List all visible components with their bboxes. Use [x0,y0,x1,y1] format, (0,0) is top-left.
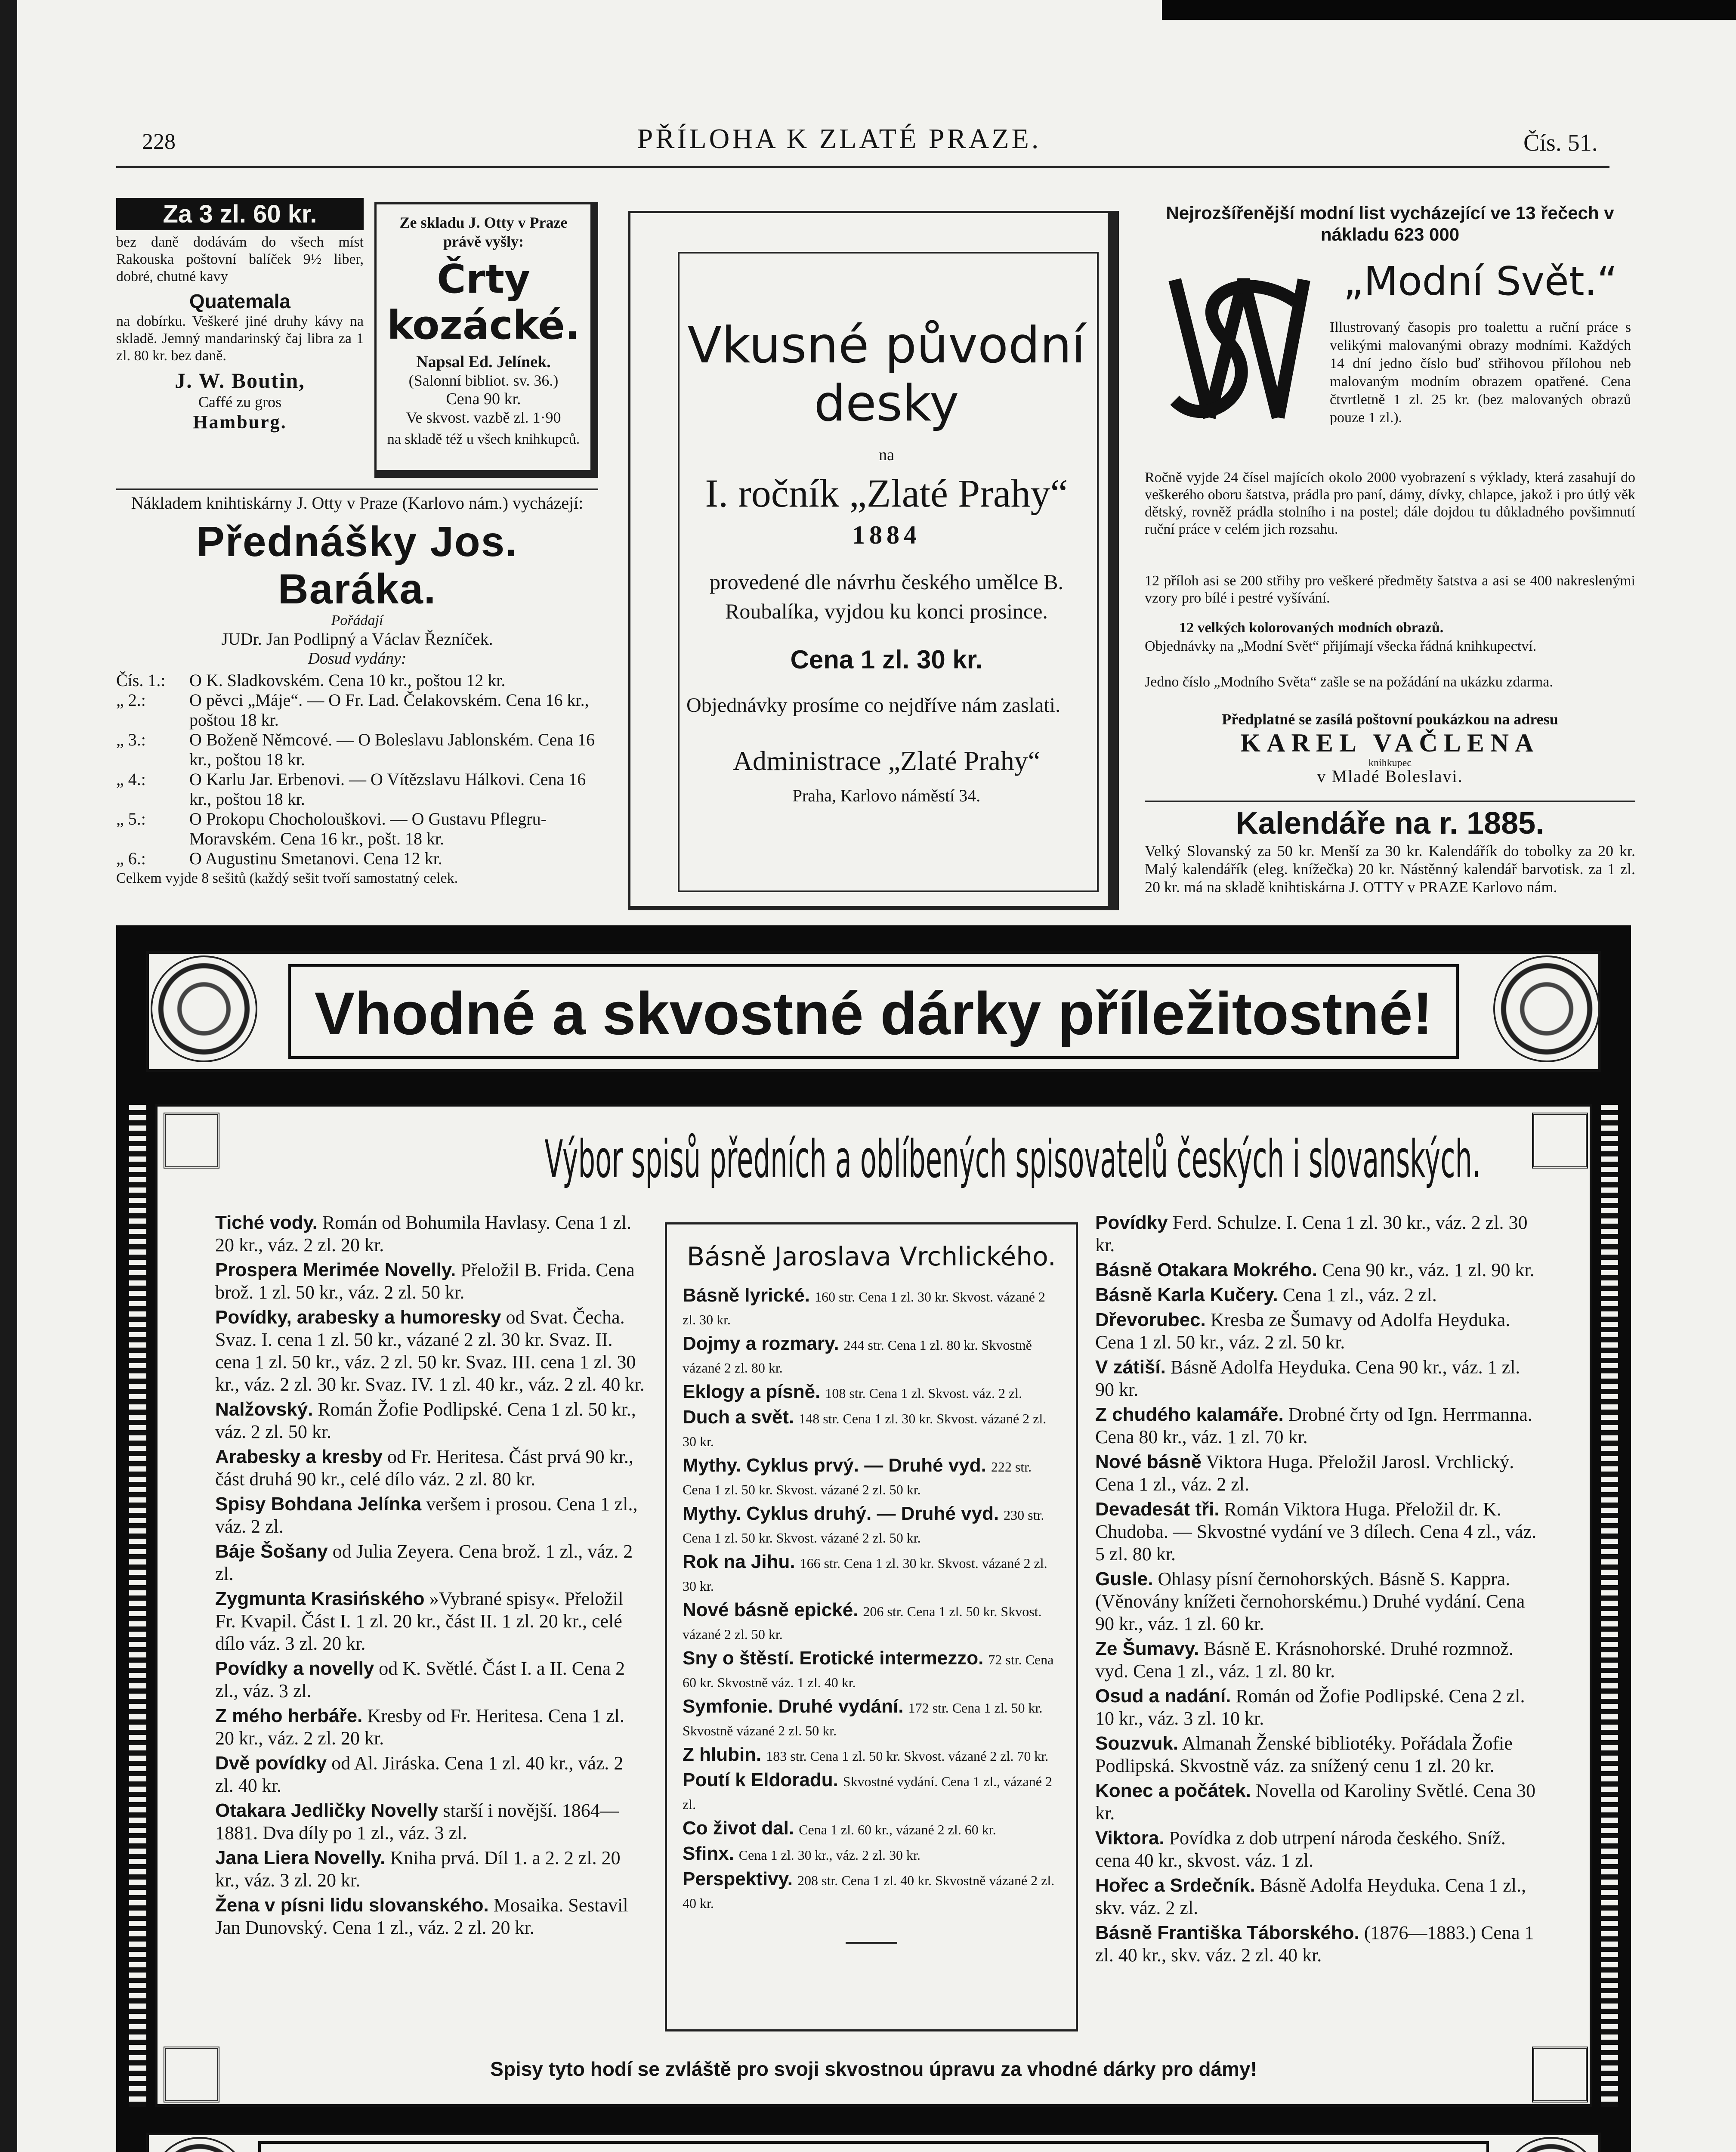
baraka-item-num: „ 3.: [116,730,146,749]
monogram-logo [1158,254,1321,443]
catalog-entry [215,1398,646,1443]
catalog-entry [215,1588,646,1655]
baraka-published-label: Dosud vydány: [308,649,407,668]
vrchlicky-entry [683,1503,1060,1549]
catalog-entry [215,1847,646,1892]
entry-title: Rok na Jihu. [683,1551,795,1572]
kalendare-title: Kalendáře na r. 1885. [1236,806,1544,841]
catalog-entry [1095,1284,1543,1306]
crty-stock: na skladě též u všech knihkupců. [387,431,580,447]
entry-title: Mythy. Cyklus prvý. — Druhé vyd. [683,1455,986,1476]
baraka-organizers: JUDr. Jan Podlipný a Václav Řezníček. [221,629,493,649]
desky-content [686,316,1087,806]
entry-details: Kresba ze Šumavy od Adolfa Heyduka. Cena 1 zl. 50 kr., váz. 2 zl. 50 kr. [1095,1309,1511,1353]
catalog-entry [1095,1638,1543,1682]
entry-details: Kniha prvá. Díl 1. a 2. 2 zl. 20 kr., váz. 3 zl. 20 kr. [215,1847,621,1891]
kalendare-text: Velký Slovanský za 50 kr. Menší za 30 kr. Kalendářík do tobolky za 20 kr. Malý kalendářík (eleg. knížečka) 20 kr. Nástěnný kalendář barvotisk. za 1 zl. 20 kr. má na skladě knihtiskárna J. OTTY v PRAZE Karlovo nám. [1145,842,1635,896]
modni-ad [1145,202,1635,796]
catalog-entry [1095,1922,1543,1966]
baraka-organizers-label: Pořádají [331,612,383,628]
baraka-item-text: O Karlu Jar. Erbenovi. — O Vítězslavu Hálkovi. Cena 16 kr., poštou 18 kr. [189,770,586,809]
baraka-rule-top [116,489,598,490]
baraka-list [116,671,598,869]
desky-year: 1884 [852,521,921,549]
entry-title: Co život dal. [683,1818,794,1839]
baraka-item [116,770,598,809]
entry-title: Eklogy a písně. [683,1381,821,1402]
entry-details: Viktora Huga. Přeložil Jarosl. Vrchlický. Cena 1 zl., váz. 2 zl. [1095,1451,1514,1495]
modni-intro: Nejrozšířenější modní list vycházející ve 13 řečech v nákladu 623 000 [1166,203,1614,244]
entry-details: 244 str. Cena 1 zl. 80 kr. Skvostně vázané 2 zl. 80 kr. [683,1337,1032,1376]
entry-title: Nalžovský. [215,1399,313,1420]
crty-price: Cena 90 kr. [446,390,521,408]
modni-text5: Objednávky na „Modní Svět“ přijímají všecka řádná knihkupectví. [1145,638,1537,654]
entry-details: Cena 1 zl. 30 kr., váz. 2 zl. 30 kr. [738,1847,921,1863]
entry-title: Gusle. [1095,1568,1153,1589]
entry-title: Dřevorubec. [1095,1309,1206,1330]
vrchlicky-entry [683,1407,1060,1452]
crty-title: Črty kozácké. [387,256,580,348]
baraka-item-text: O K. Sladkovském. Cena 10 kr., poštou 12 kr. [189,671,506,690]
coffee-ad [116,198,364,482]
coffee-quatemala: Quatemala [189,290,291,312]
page-title: PŘÍLOHA K ZLATÉ PRAZE. [637,123,1041,155]
modni-text4: 12 velkých kolorovaných modních obrazů. [1179,620,1444,636]
entry-details: 183 str. Cena 1 zl. 50 kr. Skvost. vázané 2 zl. 70 kr. [766,1748,1049,1764]
vrchlicky-entry [683,1868,1060,1914]
catalog-entry [215,1894,646,1939]
entry-details: Ohlasy písní černohorských. Básně S. Kappra. (Věnovány knížeti černohorskému.) Druhé vydání. Cena 90 kr., váz. 1 zl. 60 kr. [1095,1568,1525,1634]
entry-title: V zátiší. [1095,1357,1166,1378]
catalog-entry [1095,1451,1543,1496]
corner-ornament-tr [1532,1113,1588,1169]
baraka-item-num: „ 2.: [116,690,146,710]
baraka-item-text: O pěvci „Máje“. — O Fr. Lad. Čelakovském. Cena 16 kr., poštou 18 kr. [189,690,589,730]
baraka-footer: Celkem vyjde 8 sešitů (každý sešit tvoří samostatný celek. [116,870,458,886]
entry-details: 172 str. Cena 1 zl. 50 kr. Skvostně vázané 2 zl. 50 kr. [683,1700,1043,1738]
catalog-entry [1095,1568,1543,1635]
entry-details: Drobné črty od Ign. Herrmanna. Cena 80 kr., váz. 1 zl. 70 kr. [1095,1404,1532,1447]
entry-title: Souzvuk. [1095,1733,1179,1754]
catalog-footnote: Spisy tyto hodí se zvláště pro svoji skvostnou úpravu za vhodné dárky pro dámy! [490,2058,1257,2080]
entry-title: Duch a svět. [683,1407,794,1428]
header-rule [116,166,1609,168]
coffee-firm: J. W. Boutin, [175,368,305,393]
catalog-entry [1095,1404,1543,1448]
baraka-item [116,671,598,690]
baraka-item-num: „ 5.: [116,809,146,829]
vrchlicky-entry [683,1648,1060,1693]
desky-order: Objednávky prosíme co nejdříve nám zaslati. [686,694,1061,717]
coffee-text2: na dobírku. Veškeré jiné druhy kávy na skladě. Jemný mandarinský čaj libra za 1 zl. 80 kr. bez daně. [116,313,364,364]
desky-subtitle: I. ročník „Zlaté Prahy“ [705,471,1068,515]
corner-ornament-tl [164,1113,219,1169]
entry-title: Nové básně epické. [683,1599,859,1620]
catalog-entry [1095,1685,1543,1730]
catalog-entry [215,1705,646,1750]
desky-price: Cena 1 zl. 30 kr. [790,645,983,674]
crty-ad-box [374,202,598,478]
entry-title: Tiché vody. [215,1212,318,1233]
catalog-left-column [215,1212,646,1942]
modni-text3: 12 příloh asi se 200 střihy pro veškeré předměty šatstva a asi se 400 nakreslenými vzory pro bílé i pestré vyšívání. [1145,573,1635,606]
entry-details: Román Viktora Huga. Přeložil dr. K. Chudoba. — Skvostné vydání ve 3 dílech. Cena 4 zl., váz. 5 zl. 80 kr. [1095,1499,1537,1565]
catalog-entry [215,1752,646,1797]
entry-title: Hořec a Srdečník. [1095,1875,1255,1896]
coffee-text: bez daně dodávám do všech míst Rakouska poštovní balíček 9½ liber, dobré, chutné kavy [116,234,364,284]
entry-title: Nové básně [1095,1451,1202,1472]
entry-details: Román Žofie Podlipské. Cena 1 zl. 50 kr., váz. 2 zl. 50 kr. [215,1399,636,1442]
baraka-item [116,849,598,869]
entry-details: Román od Žofie Podlipské. Cena 2 zl. 10 kr., váz. 3 zl. 10 kr. [1095,1685,1525,1729]
catalog-entry [215,1446,646,1490]
entry-details: Almanah Ženské bibliotéky. Pořádala Žofie Podlipská. Skvostně váz. za snížený cenu 1 zl. 20 kr. [1095,1733,1513,1776]
catalog-entry [1095,1212,1543,1256]
vrchlicky-box [665,1222,1078,2031]
catalog-entry [1095,1780,1543,1824]
coffee-firm-sub: Caffé zu gros [198,393,282,411]
entry-details: 222 str. Cena 1 zl. 50 kr. Skvost. vázané 2 zl. 50 kr. [683,1459,1032,1497]
baraka-item-num: Čís. 1.: [116,671,166,690]
banner-bottom [116,2115,1631,2152]
crty-series: (Salonní bibliot. sv. 36.) [408,372,559,389]
desky-ad [628,211,1119,910]
entry-details: Cena 90 kr., váz. 1 zl. 90 kr. [1322,1259,1535,1280]
entry-title: Symfonie. Druhé vydání. [683,1696,904,1717]
monogram-strokes [1175,280,1304,417]
vrchlicky-box-ornament [683,1927,1060,1948]
entry-details: Román od Bohumila Havlasy. Cena 1 zl. 20 kr., váz. 2 zl. 20 kr. [215,1212,632,1255]
crty-binding: Ve skvost. vazbě zl. 1·90 [406,409,561,426]
baraka-item [116,730,598,770]
entry-title: Perspektivy. [683,1868,793,1889]
desky-title: Vkusné původní desky [687,316,1086,433]
vrchlicky-entry [683,1599,1060,1645]
entry-title: Konec a počátek. [1095,1780,1251,1801]
baraka-item-text: O Prokopu Chocholouškovi. — O Gustavu Pflegru-Moravském. Cena 16 kr., pošt. 18 kr. [189,809,547,848]
entry-title: Básně Otakara Mokrého. [1095,1259,1317,1280]
banner-ornament-right [1493,955,1600,1062]
baraka-item [116,809,598,849]
vrchlicky-entry [683,1455,1060,1500]
coffee-city: Hamburg. [193,411,287,433]
desky-desc: provedené dle návrhu českého umělce B. Roubalíka, vyjdou ku konci prosince. [710,570,1063,623]
catalog-entry [215,1540,646,1585]
desky-address: Praha, Karlovo náměstí 34. [792,786,981,805]
vrchlicky-entry [683,1744,1060,1767]
baraka-item-text: O Boženě Němcové. — O Boleslavu Jablonském. Cena 16 kr., poštou 18 kr. [189,730,595,769]
entry-title: Prospera Merimée Novelly. [215,1259,456,1280]
baraka-item-text: O Augustinu Smetanovi. Cena 12 kr. [189,849,442,868]
desky-admin: Administrace „Zlaté Prahy“ [732,745,1041,776]
entry-details: starší i novější. 1864—1881. Dva díly po 1 zl., váz. 3 zl. [215,1800,619,1843]
entry-title: Otakara Jedličky Novelly [215,1800,439,1821]
entry-details: od Julia Zeyera. Cena brož. 1 zl., váz. 2 zl. [215,1541,633,1584]
catalog-entry [1095,1732,1543,1777]
catalog-entry [1095,1259,1543,1281]
entry-details: »Vybrané spisy«. Přeložil Fr. Kvapil. Část I. 1 zl. 20 kr., část II. 1 zl. 20 kr., celé dílo váz. 3 zl. 20 kr. [215,1588,624,1654]
entry-details: 208 str. Cena 1 zl. 40 kr. Skvostně vázané 2 zl. 40 kr. [683,1873,1055,1911]
entry-title: Poutí k Eldoradu. [683,1769,838,1790]
entry-title: Mythy. Cyklus druhý. — Druhé vyd. [683,1503,999,1524]
modni-role: knihkupec [1368,758,1412,769]
entry-details: od Svat. Čecha. Svaz. I. cena 1 zl. 50 kr., vázané 2 zl. 30 kr. Svaz. II. cena 1 zl. 50 kr., váz. 2 zl. 50 kr. Svaz. III. cena 1 zl. 30 kr., váz. 2 zl. 30 kr. Svaz. IV. 1 zl. 40 kr., váz. 2 zl. 40 kr. [215,1307,645,1395]
baraka-publisher: Nákladem knihtiskárny J. Otty v Praze (Karlovo nám.) vycházejí: [131,493,584,513]
vrchlicky-entry [683,1843,1060,1866]
entry-title: Dojmy a rozmary. [683,1333,839,1354]
entry-title: Povídky [1095,1212,1168,1233]
modni-title: „Modní Svět.“ [1343,258,1618,304]
entry-title: Z hlubin. [683,1744,762,1765]
catalog-border-left [129,1104,146,2107]
vrchlicky-entry [683,1333,1060,1379]
catalog-entry [215,1657,646,1702]
catalog-entry [215,1259,646,1304]
catalog-entry [215,1306,646,1396]
entry-details: od Al. Jiráska. Cena 1 zl. 40 kr., váz. 2 zl. 40 kr. [215,1753,624,1796]
entry-details: veršem i prosou. Cena 1 zl., váz. 2 zl. [215,1493,638,1537]
catalog-title: Výbor spisů předních a oblíbených spisovatelů českých i slovanských. [544,1130,1481,1190]
entry-details: 108 str. Cena 1 zl. Skvost. váz. 2 zl. [825,1385,1022,1401]
catalog-entry [1095,1309,1543,1354]
entry-title: Sny o štěstí. Erotické intermezzo. [683,1648,984,1669]
baraka-title: Přednášky Jos. Baráka. [196,518,518,612]
entry-title: Žena v písni lidu slovanského. [215,1895,489,1916]
entry-details: 166 str. Cena 1 zl. 30 kr. Skvost. vázané 2 zl. 30 kr. [683,1555,1047,1594]
entry-title: Osud a nadání. [1095,1685,1231,1707]
vrchlicky-entry [683,1696,1060,1741]
modni-text1: Illustrovaný časopis pro toalettu a ruční práce s velikými malovanými obrazy modními. Každých 14 dní jedno číslo buď střihovou přílohou neb malovaným modním obrazem opatřené. Cena čtvrtletně 1 zl. 25 kr. (bez malovaných obrazů pouze 1 zl.). [1330,319,1631,426]
entry-title: Viktora. [1095,1827,1165,1849]
entry-details: Ferd. Schulze. I. Cena 1 zl. 30 kr., váz. 2 zl. 30 kr. [1095,1212,1528,1255]
entry-details: od Fr. Heritesa. Část prvá 90 kr., část druhá 90 kr., celé dílo váz. 2 zl. 80 kr. [215,1446,633,1490]
catalog-entry [1095,1874,1543,1919]
entry-title: Devadesát tři. [1095,1499,1220,1520]
baraka-item-num: „ 4.: [116,770,146,789]
entry-title: Básně Karla Kučery. [1095,1284,1278,1305]
catalog-border-right [1601,1104,1618,2107]
crty-author: Napsal Ed. Jelínek. [416,353,551,371]
modni-name: KAREL VAČLENA [1240,729,1540,757]
modni-city: v Mladé Boleslavi. [1317,767,1463,786]
catalog-entry [215,1800,646,1844]
entry-title: Básně lyrické. [683,1285,810,1306]
vrchlicky-title: Básně Jaroslava Vrchlického. [687,1242,1056,1272]
modni-rule [1145,801,1635,802]
entry-details: Skvostné vydání. Cena 1 zl., vázané 2 zl. [683,1774,1052,1812]
entry-details: Básně Adolfa Heyduka. Cena 1 zl., skv. váz. 2 zl. [1095,1875,1526,1918]
entry-details: Básně Adolfa Heyduka. Cena 90 kr., váz. 1 zl. 90 kr. [1095,1357,1520,1400]
desky-na: na [879,446,894,464]
vrchlicky-entry [683,1551,1060,1597]
entry-details: 72 str. Cena 60 kr. Skvostně váz. 1 zl. 40 kr. [683,1652,1054,1690]
catalog-entry [1095,1827,1543,1872]
entry-details: Kresby od Fr. Heritesa. Cena 1 zl. 20 kr., váz. 2 zl. 20 kr. [215,1705,624,1749]
entry-title: Báje Šošany [215,1541,328,1562]
issue-number: Čís. 51. [1523,130,1598,156]
entry-details: 148 str. Cena 1 zl. 30 kr. Skvost. vázané 2 zl. 30 kr. [683,1411,1047,1449]
scan-edge-top-left [0,0,17,2152]
entry-details: (1876—1883.) Cena 1 zl. 40 kr., skv. váz. 2 zl. 40 kr. [1095,1922,1534,1966]
vrchlicky-entry [683,1818,1060,1840]
entry-title: Z mého herbáře. [215,1705,363,1726]
entry-details: Přeložil B. Frida. Cena brož. 1 zl. 50 kr., váz. 2 zl. 50 kr. [215,1259,635,1303]
vrchlicky-entry [683,1769,1060,1815]
entry-details: Povídka z dob utrpení národa českého. Sníž. cena 40 kr., skvost. váz. 1 zl. [1095,1827,1506,1871]
entry-title: Zygmunta Krasińského [215,1588,425,1609]
entry-details: Mosaika. Sestavil Jan Dunovský. Cena 1 zl., váz. 2 zl. 20 kr. [215,1895,628,1938]
entry-title: Jana Liera Novelly. [215,1847,386,1868]
baraka-item [116,690,598,730]
entry-details: Básně E. Krásnohorské. Druhé rozmnož. vyd. Cena 1 zl., váz. 1 zl. 80 kr. [1095,1638,1514,1682]
vrchlicky-entry [683,1285,1060,1330]
entry-title: Ze Šumavy. [1095,1638,1199,1659]
entry-details: Novella od Karoliny Světlé. Cena 30 kr. [1095,1780,1535,1824]
entry-details: Cena 1 zl., váz. 2 zl. [1282,1284,1437,1305]
banner-top [116,925,1631,1098]
crty-intro: Ze skladu J. Otty v Praze právě vyšly: [399,214,568,250]
catalog-entry [215,1212,646,1256]
entry-title: Sfinx. [683,1843,734,1864]
kalendare-ad [1145,805,1635,917]
entry-details: 230 str. Cena 1 zl. 50 kr. Skvost. vázané 2 zl. 50 kr. [683,1507,1044,1546]
banner-top-text: Vhodné a skvostné dárky příležitostné! [314,980,1433,1047]
catalog-right-column [1095,1212,1543,1969]
entry-details: Cena 1 zl. 60 kr., vázané 2 zl. 60 kr. [799,1822,996,1837]
catalog-entry [215,1493,646,1538]
modni-text6: Jedno číslo „Modního Světa“ zašle se na požádání na ukázku zdarma. [1145,674,1553,690]
baraka-ad [116,493,598,906]
entry-title: Básně Františka Táborského. [1095,1922,1359,1943]
page-number: 228 [142,130,176,154]
vrchlicky-entry [683,1381,1060,1404]
entry-title: Povídky, arabesky a humoresky [215,1307,501,1328]
entry-details: 160 str. Cena 1 zl. 30 kr. Skvost. vázané 2 zl. 30 kr. [683,1289,1045,1327]
entry-details: 206 str. Cena 1 zl. 50 kr. Skvost. vázané 2 zl. 50 kr. [683,1604,1042,1642]
catalog-entry [1095,1356,1543,1401]
entry-details: od K. Světlé. Část I. a II. Cena 2 zl., váz. 3 zl. [215,1658,625,1701]
entry-title: Spisy Bohdana Jelínka [215,1493,422,1515]
scan-edge-top-right [1162,0,1736,20]
entry-title: Z chudého kalamáře. [1095,1404,1284,1425]
baraka-item-num: „ 6.: [116,849,146,868]
entry-title: Povídky a novelly [215,1658,374,1679]
coffee-headline: Za 3 zl. 60 kr. [116,198,364,230]
entry-title: Arabesky a kresby [215,1446,383,1467]
catalog-entry [1095,1498,1543,1565]
banner-ornament-left [151,955,257,1062]
modni-subscribe: Předplatné se zasílá poštovní poukázkou na adresu [1222,711,1558,728]
entry-title: Dvě povídky [215,1753,327,1774]
banner-bottom-text-frame [258,2141,1489,2152]
modni-text2: Ročně vyjde 24 čísel majících okolo 2000 vyobrazení s výklady, která zasahují do veškerého oboru šatstva, prádla pro paní, dámy, dívky, chlapce, jakož i pro útlý věk dětský, rovněž prádla stolního i na postel; dále dojdou tu důkladného povšimnutí ruční práce v celém jich rozsahu. [1145,470,1635,537]
